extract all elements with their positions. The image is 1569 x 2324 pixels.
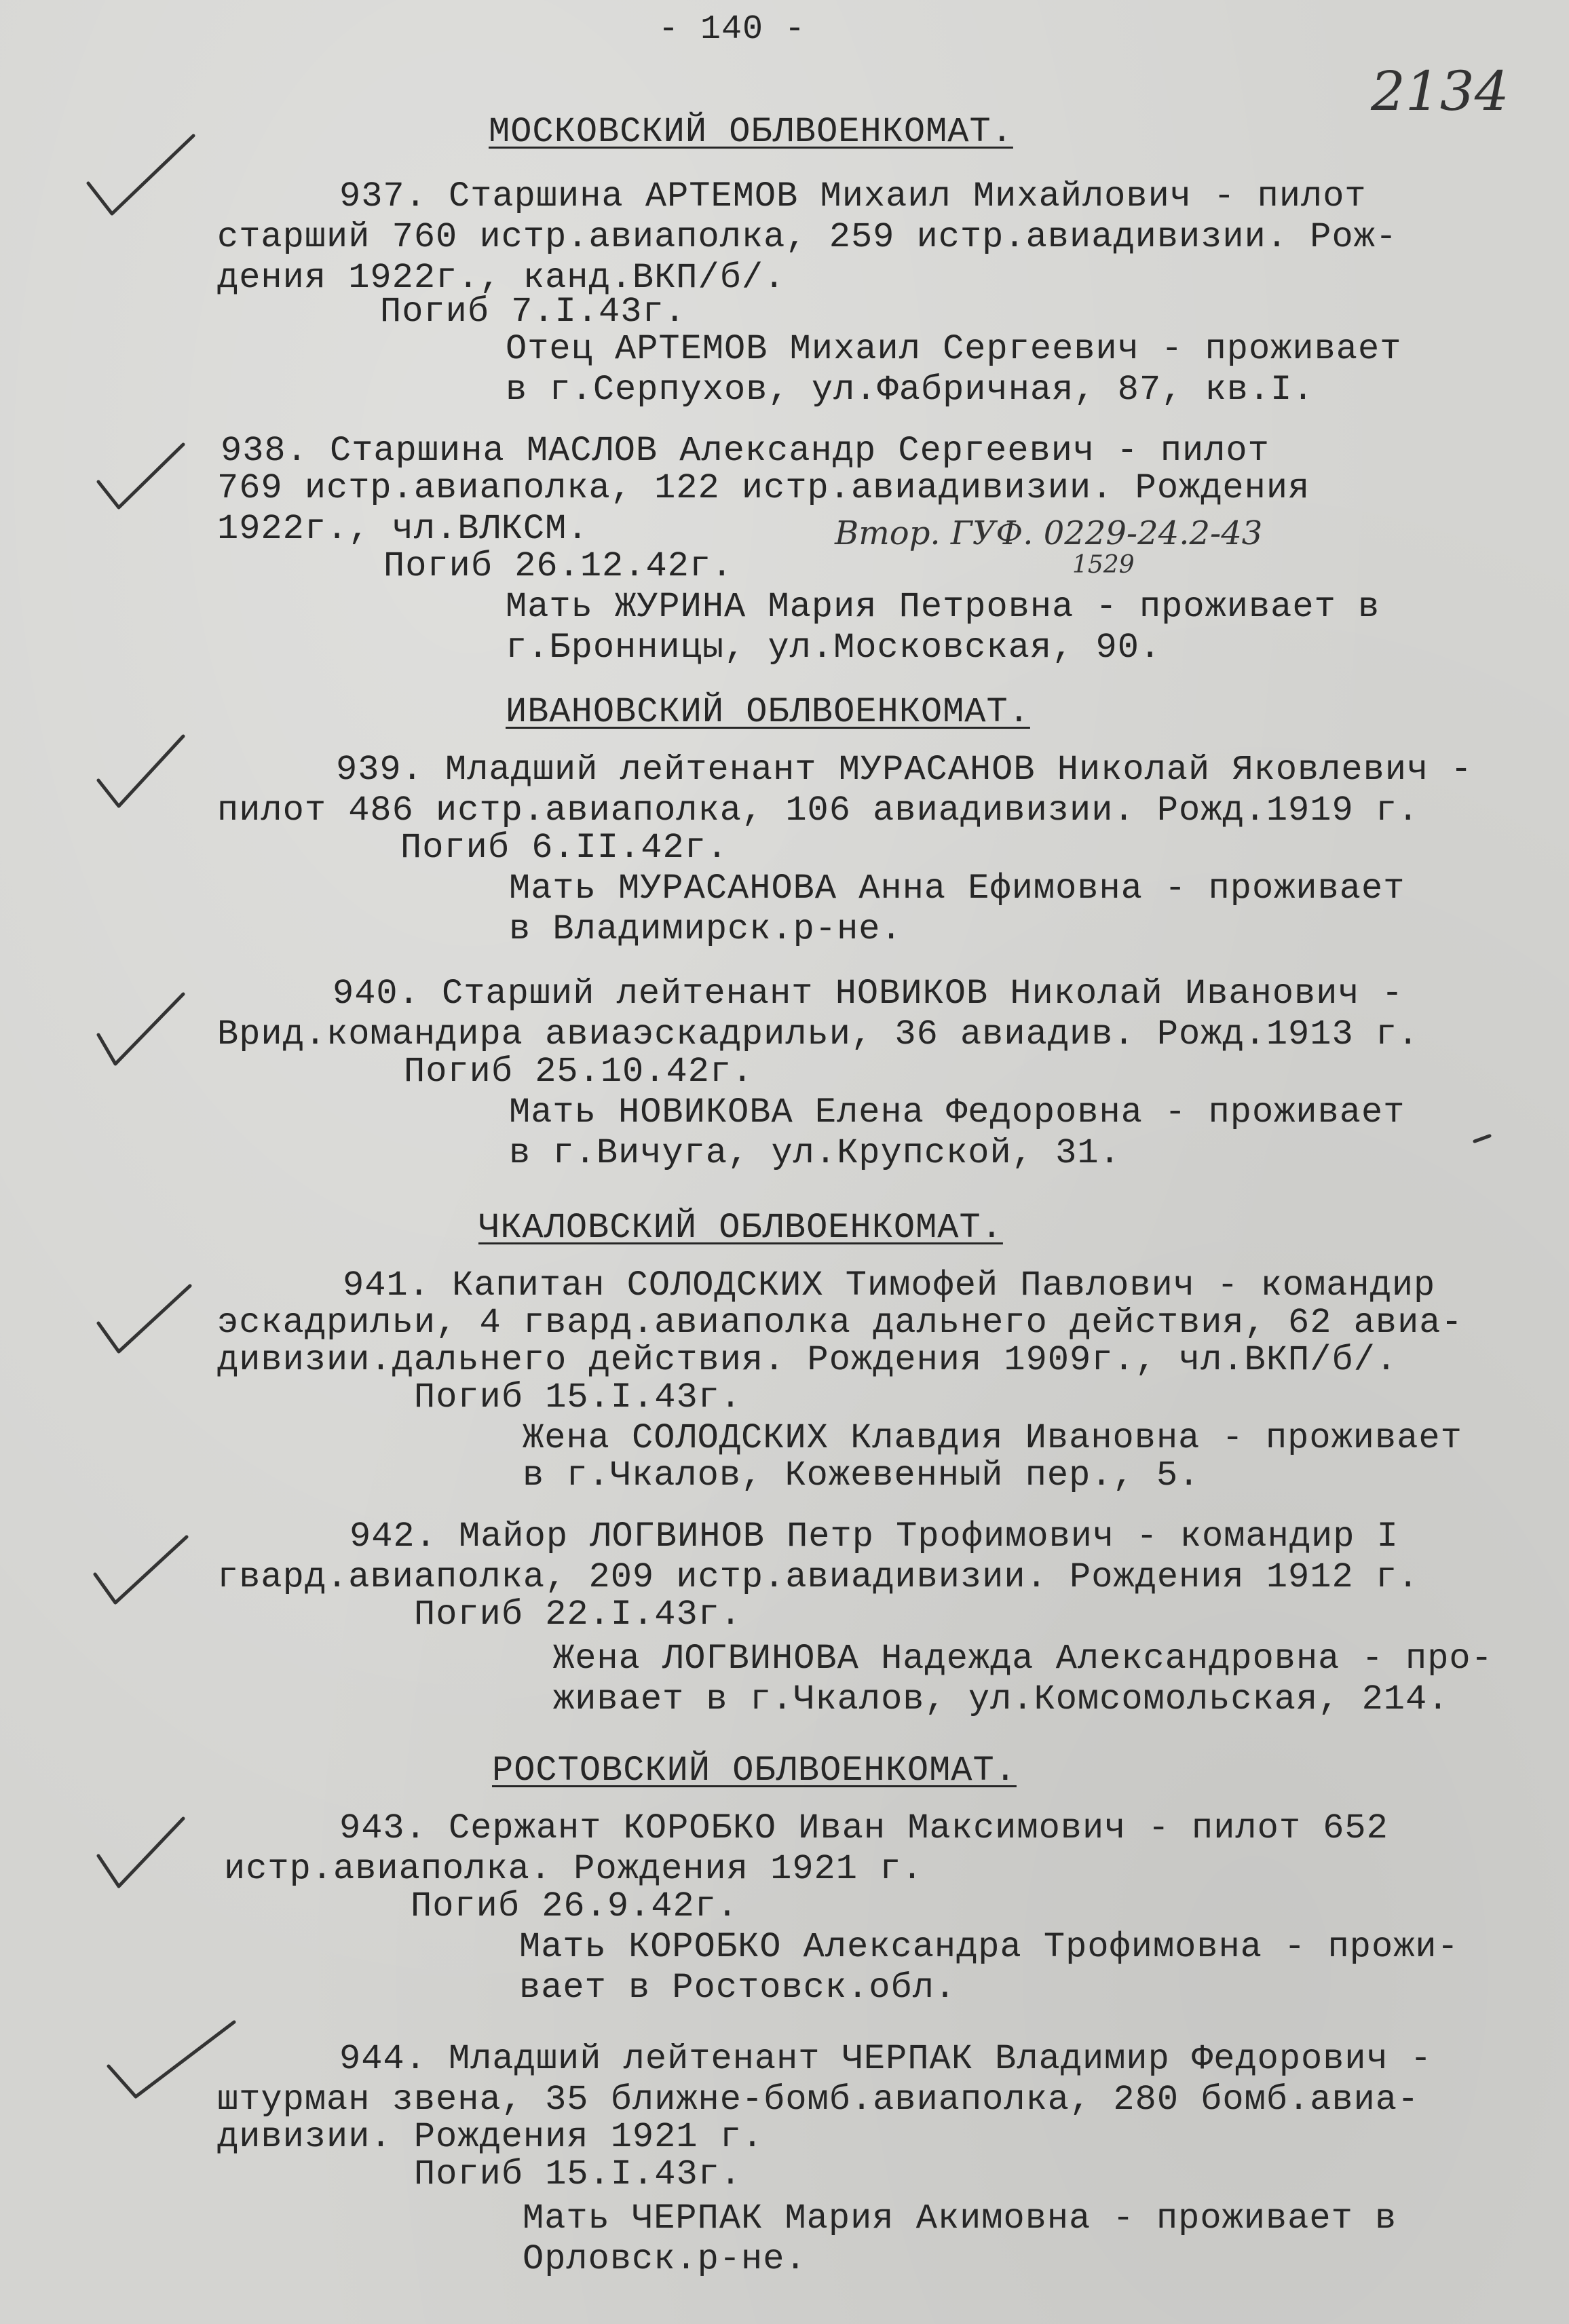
entry-940-line-1: 940. Старший лейтенант НОВИКОВ Николай Иванович -: [333, 974, 1404, 1014]
entry-938-line-2: 769 истр.авиаполка, 122 истр.авиадивизии. Рождения: [217, 468, 1310, 508]
entry-938-line-3: 1922г., чл.ВЛКСМ.: [217, 509, 589, 549]
entry-942-line-2: гвард.авиаполка, 209 истр.авиадивизии. Рождения 1912 г.: [217, 1557, 1420, 1597]
entry-940-relative-2: в г.Вичуга, ул.Крупской, 31.: [509, 1133, 1121, 1173]
entry-944-line-3: дивизии. Рождения 1921 г.: [217, 2117, 764, 2157]
entry-940-death: Погиб 25.10.42г.: [404, 1052, 754, 1092]
entry-943-relative-2: вает в Ростовск.обл.: [519, 1968, 957, 2008]
entry-943-line-1: 943. Сержант КОРОБКО Иван Максимович - пилот 652: [339, 1808, 1388, 1848]
entry-940-relative-1: Мать НОВИКОВА Елена Федоровна - проживает: [509, 1092, 1405, 1132]
check-mark-icon: [88, 726, 190, 814]
section-heading-ivanovo: ИВАНОВСКИЙ ОБЛВОЕНКОМАТ.: [506, 692, 1030, 732]
entry-939-line-1: 939. Младший лейтенант МУРАСАНОВ Николай Яковлевич -: [336, 750, 1473, 790]
section-heading-moscow: МОСКОВСКИЙ ОБЛВОЕНКОМАТ.: [489, 112, 1013, 152]
section-heading-rostov: РОСТОВСКИЙ ОБЛВОЕНКОМАТ.: [492, 1751, 1017, 1791]
entry-941-line-1: 941. Капитан СОЛОДСКИХ Тимофей Павлович - командир: [343, 1265, 1436, 1306]
check-mark-icon: [95, 2012, 244, 2107]
check-mark-icon: [85, 1527, 193, 1615]
entry-938-relative-2: г.Бронницы, ул.Московская, 90.: [506, 628, 1162, 668]
archive-number: 2134: [1371, 60, 1509, 123]
entry-943-death: Погиб 26.9.42г.: [411, 1886, 739, 1926]
entry-941-line-3: дивизии.дальнего действия. Рождения 1909г., чл.ВКП/б/.: [217, 1340, 1398, 1380]
entry-938-relative-1: Мать ЖУРИНА Мария Петровна - проживает в: [506, 587, 1380, 627]
entry-939-death: Погиб 6.II.42г.: [400, 828, 729, 868]
entry-943-relative-1: Мать КОРОБКО Александра Трофимовна - прожи-: [519, 1927, 1459, 1967]
entry-942-death: Погиб 22.I.43г.: [414, 1595, 742, 1635]
entry-941-line-2: эскадрильи, 4 гвард.авиаполка дальнего действия, 62 авиа-: [217, 1303, 1463, 1343]
entry-944-line-2: штурман звена, 35 ближне-бомб.авиаполка, 280 бомб.авиа-: [217, 2080, 1420, 2120]
entry-941-relative-2: в г.Чкалов, Кожевенный пер., 5.: [523, 1455, 1201, 1496]
entry-944-line-1: 944. Младший лейтенант ЧЕРПАК Владимир Федорович -: [339, 2039, 1433, 2079]
section-heading-chkalov: ЧКАЛОВСКИЙ ОБЛВОЕНКОМАТ.: [478, 1208, 1003, 1248]
entry-937-line-3: дения 1922г., канд.ВКП/б/.: [217, 258, 786, 298]
entry-944-relative-2: Орловск.р-не.: [523, 2239, 807, 2279]
check-mark-icon: [88, 434, 190, 516]
entry-937-relative-2: в г.Серпухов, ул.Фабричная, 87, кв.I.: [506, 370, 1315, 410]
ink-mark-icon: [1469, 1126, 1496, 1154]
check-mark-icon: [75, 129, 204, 224]
entry-938-line-1: 938. Старшина МАСЛОВ Александр Сергеевич - пилот: [221, 431, 1270, 471]
entry-939-relative-1: Мать МУРАСАНОВА Анна Ефимовна - проживает: [509, 869, 1405, 909]
check-mark-icon: [88, 1276, 197, 1364]
entry-937-relative-1: Отец АРТЕМОВ Михаил Сергеевич - проживает: [506, 329, 1402, 369]
entry-942-relative-2: живает в г.Чкалов, ул.Комсомольская, 214.: [553, 1679, 1450, 1719]
page-number: - 140 -: [658, 10, 806, 49]
handwritten-note: Втор. ГУФ. 0229-24.2-43: [835, 514, 1263, 552]
entry-940-line-2: Врид.командира авиаэскадрильи, 36 авиадив. Рожд.1913 г.: [217, 1014, 1420, 1054]
entry-939-line-2: пилот 486 истр.авиаполка, 106 авиадивизии. Рожд.1919 г.: [217, 790, 1420, 831]
check-mark-icon: [88, 1808, 190, 1897]
entry-941-death: Погиб 15.I.43г.: [414, 1377, 742, 1417]
entry-944-relative-1: Мать ЧЕРПАК Мария Акимовна - проживает в: [523, 2198, 1397, 2239]
entry-942-relative-1: Жена ЛОГВИНОВА Надежда Александровна - про-: [553, 1639, 1493, 1679]
entry-937-line-1: 937. Старшина АРТЕМОВ Михаил Михайлович - пилот: [339, 176, 1367, 216]
handwritten-note-sub: 1529: [1072, 551, 1135, 579]
entry-943-line-2: истр.авиаполка. Рождения 1921 г.: [224, 1849, 924, 1889]
entry-937-line-2: старший 760 истр.авиаполка, 259 истр.авиадивизии. Рож-: [217, 217, 1398, 257]
entry-937-death: Погиб 7.I.43г.: [380, 292, 686, 332]
entry-942-line-1: 942. Майор ЛОГВИНОВ Петр Трофимович - командир I: [349, 1517, 1399, 1557]
entry-938-death: Погиб 26.12.42г.: [383, 546, 734, 586]
entry-944-death: Погиб 15.I.43г.: [414, 2154, 742, 2194]
entry-939-relative-2: в Владимирск.р-не.: [509, 909, 903, 949]
entry-941-relative-1: Жена СОЛОДСКИХ Клавдия Ивановна - проживает: [523, 1418, 1462, 1458]
check-mark-icon: [88, 984, 190, 1072]
